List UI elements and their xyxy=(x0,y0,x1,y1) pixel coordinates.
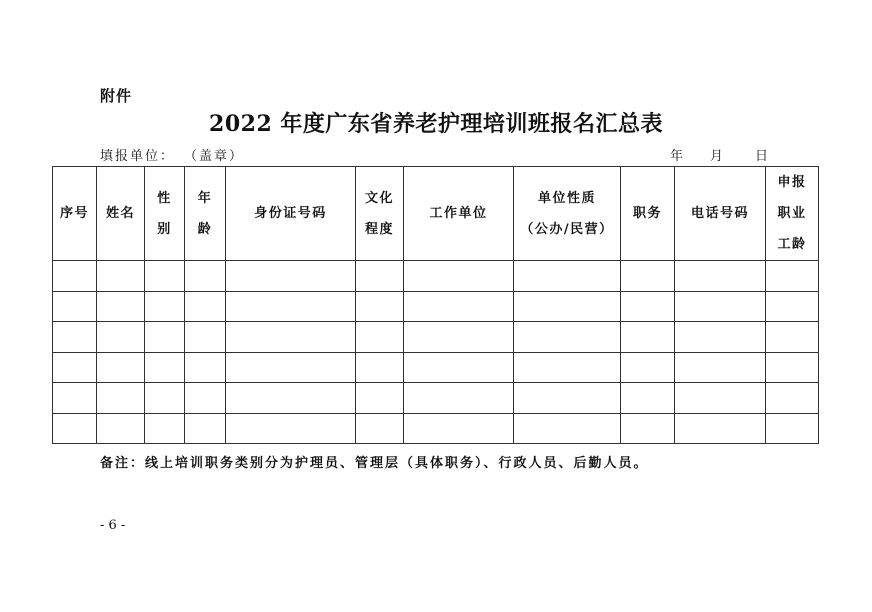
table-header-row xyxy=(53,167,819,261)
table-cell xyxy=(766,291,819,322)
table-cell xyxy=(185,291,226,322)
table-row xyxy=(53,352,819,383)
table-cell xyxy=(766,383,819,414)
header-gender xyxy=(145,167,185,261)
table-cell xyxy=(226,261,356,292)
table-row xyxy=(53,261,819,292)
table-cell xyxy=(356,291,404,322)
page-number: - 6 - xyxy=(100,518,126,533)
table-cell xyxy=(226,352,356,383)
table-cell xyxy=(185,413,226,444)
table-cell xyxy=(145,261,185,292)
header-line: 性 xyxy=(157,190,172,206)
table-cell xyxy=(621,413,675,444)
table-cell xyxy=(404,322,514,353)
table-cell xyxy=(185,261,226,292)
header-line: 工作单位 xyxy=(429,206,488,221)
table-cell xyxy=(356,322,404,353)
registration-summary-table xyxy=(52,166,819,444)
header-id-number xyxy=(226,167,356,261)
table-cell xyxy=(766,352,819,383)
table-cell xyxy=(97,291,145,322)
header-line: 程度 xyxy=(364,221,394,237)
header-line: 身份证号码 xyxy=(254,206,327,221)
table-cell xyxy=(766,261,819,292)
table-cell xyxy=(621,383,675,414)
table-cell xyxy=(97,383,145,414)
day-label: 日 xyxy=(755,149,771,164)
table-row xyxy=(53,291,819,322)
document-title: 2022 年度广东省养老护理培训班报名汇总表 xyxy=(209,111,663,137)
remarks-note: 备注：线上培训职务类别分为护理员、管理层（具体职务）、行政人员、后勤人员。 xyxy=(100,456,649,471)
table-cell xyxy=(675,322,766,353)
header-line: 姓名 xyxy=(105,206,135,221)
header-age xyxy=(185,167,226,261)
table-cell xyxy=(621,352,675,383)
table-cell xyxy=(145,413,185,444)
table-cell xyxy=(514,383,621,414)
table-cell xyxy=(53,352,97,383)
header-line: 工龄 xyxy=(777,237,807,252)
table-cell xyxy=(356,352,404,383)
header-line: 龄 xyxy=(197,221,213,237)
table-cell xyxy=(185,352,226,383)
table-cell xyxy=(621,322,675,353)
table-cell xyxy=(675,291,766,322)
table-cell xyxy=(226,413,356,444)
header-education xyxy=(356,167,404,261)
table-cell xyxy=(53,291,97,322)
table-cell xyxy=(621,261,675,292)
table-row xyxy=(53,413,819,444)
table-cell xyxy=(97,322,145,353)
table-row xyxy=(53,322,819,353)
table-cell xyxy=(404,352,514,383)
header-line: 申报 xyxy=(777,175,807,190)
table-cell xyxy=(97,352,145,383)
header-line: 职务 xyxy=(632,206,662,221)
table-cell xyxy=(53,413,97,444)
seal-label: （盖章） xyxy=(184,149,245,164)
table-cell xyxy=(404,413,514,444)
fill-unit-label: 填报单位： xyxy=(100,149,176,164)
table-cell xyxy=(514,322,621,353)
table-cell xyxy=(53,383,97,414)
header-work-unit xyxy=(404,167,514,261)
header-unit-nature xyxy=(514,167,621,261)
header-line: 序号 xyxy=(59,206,89,221)
header-line: 职业 xyxy=(777,206,807,221)
table-cell xyxy=(356,383,404,414)
table-cell xyxy=(356,261,404,292)
table-cell xyxy=(145,291,185,322)
header-position xyxy=(621,167,675,261)
header-phone-number xyxy=(675,167,766,261)
table-cell xyxy=(766,322,819,353)
table-cell xyxy=(226,322,356,353)
table-cell xyxy=(97,261,145,292)
table-cell xyxy=(514,352,621,383)
table-cell xyxy=(675,261,766,292)
table-cell xyxy=(404,383,514,414)
table-cell xyxy=(145,322,185,353)
header-serial-number xyxy=(53,167,97,261)
table-cell xyxy=(675,413,766,444)
table-cell xyxy=(404,261,514,292)
table-cell xyxy=(53,261,97,292)
table-cell xyxy=(514,413,621,444)
table-cell xyxy=(185,322,226,353)
month-label: 月 xyxy=(710,149,726,164)
table-cell xyxy=(53,322,97,353)
attachment-label: 附件 xyxy=(100,87,133,105)
table-cell xyxy=(145,383,185,414)
header-line: 年 xyxy=(197,190,213,206)
table-cell xyxy=(356,413,404,444)
table-cell xyxy=(185,383,226,414)
table-cell xyxy=(226,291,356,322)
table-cell xyxy=(97,413,145,444)
table-cell xyxy=(226,383,356,414)
table-cell xyxy=(766,413,819,444)
header-line: 电话号码 xyxy=(690,206,749,221)
table-cell xyxy=(514,291,621,322)
header-work-years xyxy=(766,167,819,261)
table-cell xyxy=(514,261,621,292)
header-line: 文化 xyxy=(364,190,394,206)
table-body xyxy=(53,261,819,444)
header-name xyxy=(97,167,145,261)
table-cell xyxy=(404,291,514,322)
table-cell xyxy=(621,291,675,322)
table-cell xyxy=(675,383,766,414)
header-line: 别 xyxy=(157,221,172,237)
table-cell xyxy=(675,352,766,383)
year-label: 年 xyxy=(670,149,686,164)
table-cell xyxy=(145,352,185,383)
header-line: 单位性质 xyxy=(537,190,596,206)
header-line: （公办/民营） xyxy=(520,221,614,237)
table-row xyxy=(53,383,819,414)
